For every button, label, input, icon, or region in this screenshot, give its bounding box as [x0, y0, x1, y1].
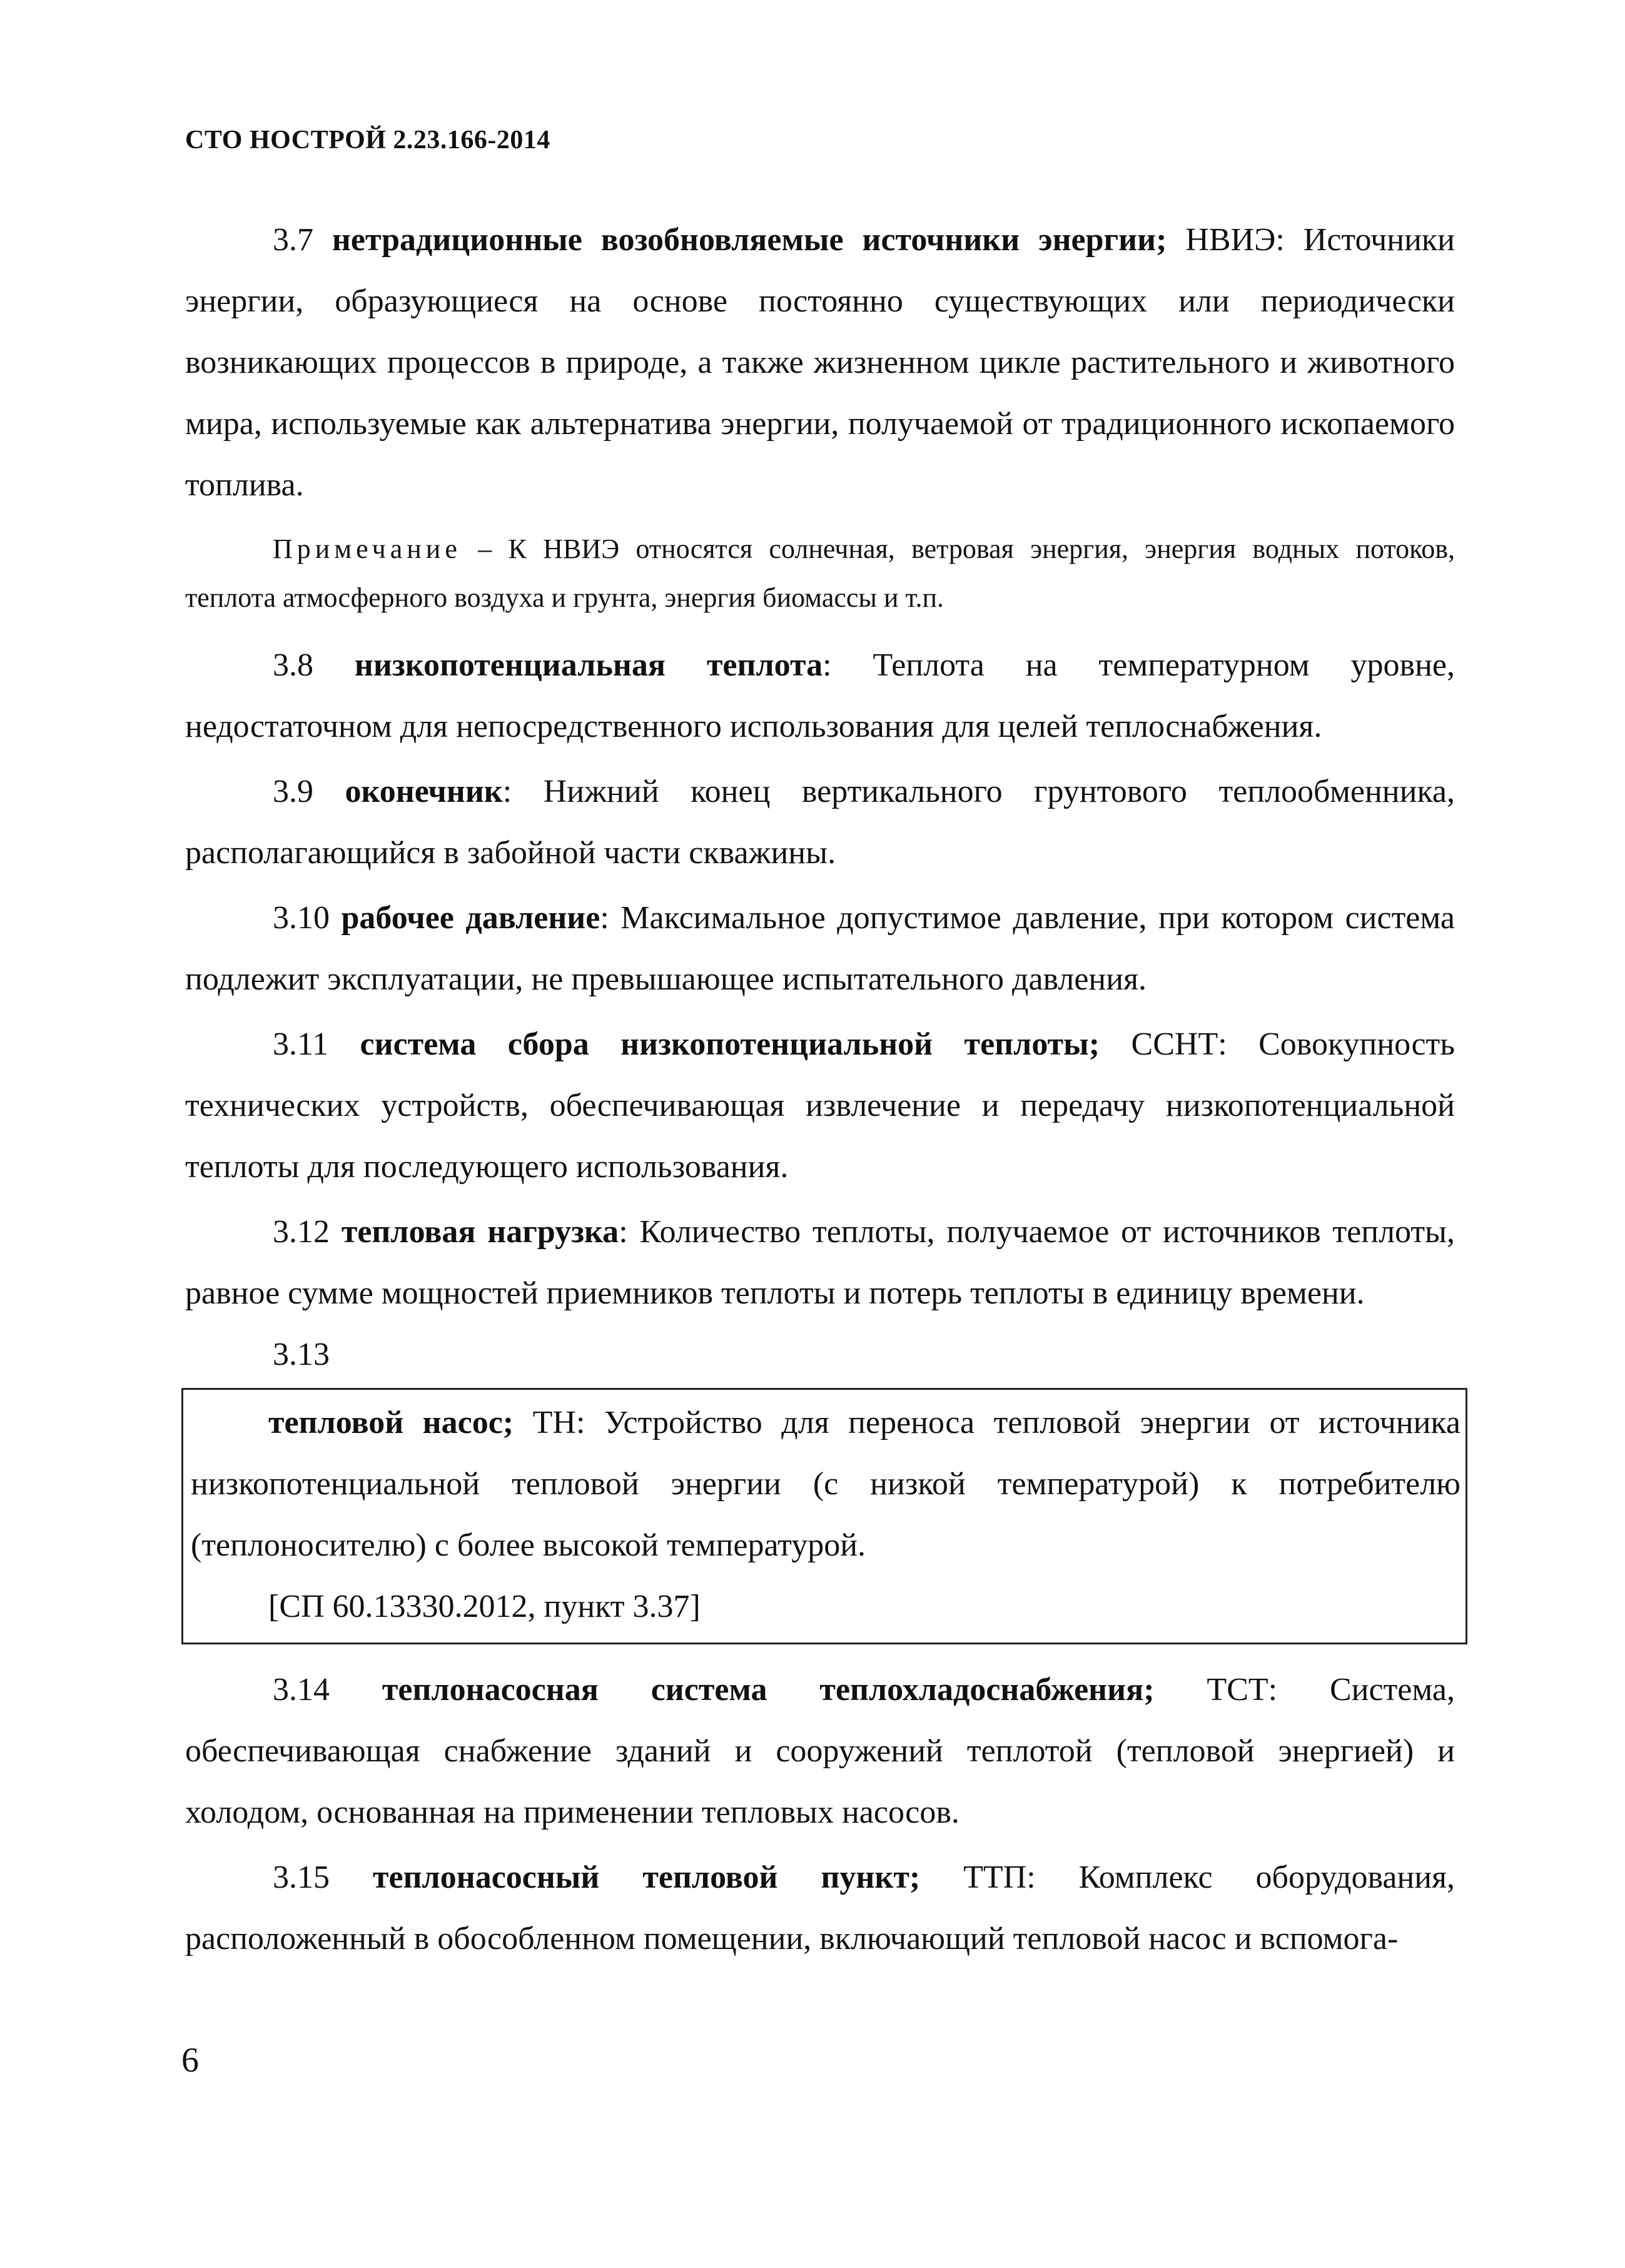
item-number: 3.12 [273, 1214, 342, 1250]
definition-3-14 [185, 1659, 1455, 1843]
definition-text: ТТП: Комплекс оборудования, расположенный в обособленном помещении, включающий тепловой насос и вспомога- [185, 1860, 1455, 1957]
definition-3-13 [191, 1392, 1460, 1576]
term: теплонасосная система теплохладоснабжения; [382, 1672, 1155, 1708]
page-number: 6 [181, 2041, 199, 2080]
definition-3-11 [185, 1014, 1455, 1198]
item-number: 3.11 [273, 1026, 360, 1062]
definition-text: ТН: Устройство для переноса тепловой энергии от источника низкопотенциальной тепловой энергии (с низкой температурой) к потребителю (теплоносителю) с более высокой температурой. [191, 1405, 1460, 1563]
definition-text: : Количество теплоты, получаемое от источников теплоты, равное сумме мощностей приемников теплоты и потерь теплоты в единицу времени. [185, 1214, 1455, 1311]
definition-3-13-box [181, 1388, 1467, 1644]
reference: [СП 60.13330.2012, пункт 3.37] [268, 1589, 701, 1624]
note-label: Примечание [273, 534, 462, 564]
definition-3-12 [185, 1202, 1455, 1324]
item-number: 3.8 [273, 647, 355, 683]
term: система сбора низкопотенциальной теплоты; [360, 1026, 1100, 1062]
definition-text: НВИЭ: Источники энергии, образующиеся на основе постоянно существующих или периодически возникающих процессов в природе, а также жизненном цикле растительного и животного мира, используемые как альтернатива энергии, получаемой от традиционного ископаемого топлива. [185, 222, 1455, 503]
definition-3-7 [185, 210, 1455, 516]
term: тепловой насос; [268, 1405, 514, 1440]
item-number: 3.15 [273, 1860, 373, 1895]
document-header: СТО НОСТРОЙ 2.23.166-2014 [185, 126, 550, 154]
definition-text: ССНТ: Совокупность технических устройств, обеспечивающая извлечение и передачу низкопотенциальной теплоты для последующего использования. [185, 1026, 1455, 1185]
definition-3-15 [185, 1847, 1455, 1970]
definition-3-10 [185, 888, 1455, 1010]
item-number: 3.10 [273, 900, 342, 936]
definition-3-8 [185, 635, 1455, 757]
term: тепловая нагрузка [341, 1214, 619, 1250]
definition-text: : Максимальное допустимое давление, при котором система подлежит эксплуатации, не превышающее испытательного давления. [185, 900, 1455, 997]
item-number: 3.14 [273, 1672, 382, 1708]
note-text: – К НВИЭ относятся солнечная, ветровая энергия, энергия водных потоков, теплота атмосферного воздуха и грунта, энергия биомассы и т.п. [185, 534, 1455, 613]
term: оконечник [345, 774, 503, 809]
definition-text: ТСТ: Система, обеспечивающая снабжение зданий и сооружений теплотой (тепловой энергией) и холодом, основанная на применении тепловых насосов. [185, 1672, 1455, 1830]
term: низкопотенциальная теплота [354, 647, 823, 683]
term: рабочее давление [341, 900, 600, 936]
document-body [185, 210, 1460, 1970]
item-number: 3.7 [273, 222, 332, 258]
item-number: 3.9 [273, 774, 345, 809]
definition-text: : Нижний конец вертикального грунтового теплообменника, располагающийся в забойной части скважины. [185, 774, 1455, 871]
term: теплонасосный тепловой пункт; [372, 1860, 921, 1895]
definition-3-13-number: 3.13 [273, 1337, 330, 1372]
note [185, 525, 1455, 622]
definition-3-9 [185, 761, 1455, 884]
definition-text: : Теплота на температурном уровне, недостаточном для непосредственного использования для целей теплоснабжения. [185, 647, 1455, 744]
term: нетрадиционные возобновляемые источники энергии; [332, 222, 1167, 258]
